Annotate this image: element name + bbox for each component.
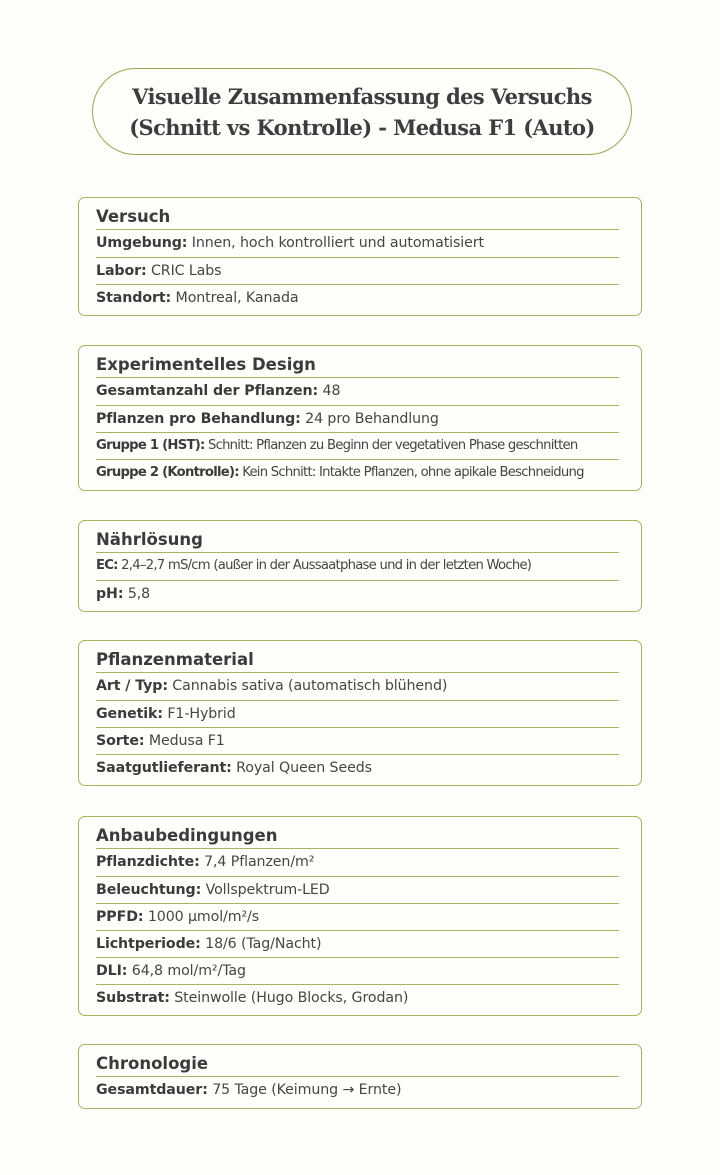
row-label: Substrat:: [96, 990, 170, 1006]
row-value: Vollspektrum-LED: [201, 882, 330, 898]
row-value: 75 Tage (Keimung → Ernte): [207, 1082, 402, 1098]
card-naehrloesung: [78, 520, 642, 612]
row-label: Gesamtanzahl der Pflanzen:: [96, 383, 319, 399]
card-title: Experimentelles Design: [96, 352, 619, 378]
row-value: 5,8: [123, 586, 151, 602]
info-row-labor: [96, 257, 619, 284]
row-value: Royal Queen Seeds: [231, 760, 372, 776]
row-label: Lichtperiode:: [96, 936, 201, 952]
card-title: Versuch: [96, 204, 619, 230]
info-row-pflanzen-pro-behandlung: [96, 405, 619, 432]
info-row-saatgutlieferant: [96, 754, 619, 781]
row-value: Medusa F1: [144, 733, 225, 749]
info-row-gesamtdauer: [96, 1077, 619, 1104]
info-row-ppfd: [96, 903, 619, 930]
row-label: PPFD:: [96, 909, 144, 925]
row-value: Kein Schnitt: Intakte Pflanzen, ohne apikale Beschneidung: [238, 465, 584, 480]
row-value: 2,4–2,7 mS/cm (außer in der Aussaatphase und in der letzten Woche): [117, 558, 532, 573]
card-versuch: [78, 197, 642, 316]
info-row-ec: [96, 553, 619, 580]
row-label: Gruppe 1 (HST):: [96, 438, 205, 453]
row-value: 18/6 (Tag/Nacht): [200, 936, 322, 952]
row-label: Umgebung:: [96, 235, 188, 251]
info-row-umgebung: [96, 230, 619, 257]
row-label: Art / Typ:: [96, 678, 168, 694]
row-label: Beleuchtung:: [96, 882, 202, 898]
row-value: CRIC Labs: [146, 263, 222, 279]
info-row-substrat: [96, 984, 619, 1011]
page-title-line-1: Visuelle Zusammenfassung des Versuchs: [132, 83, 592, 109]
info-row-pflanzdichte: [96, 849, 619, 876]
info-row-ph: [96, 580, 619, 607]
page-title-line-2: (Schnitt vs Kontrolle) - Medusa F1 (Auto): [129, 114, 595, 140]
info-row-dli: [96, 957, 619, 984]
info-row-art-typ: [96, 673, 619, 700]
card-pflanzenmaterial: [78, 640, 642, 786]
card-title: Anbaubedingungen: [96, 823, 619, 849]
card-title: Chronologie: [96, 1051, 619, 1077]
card-title: Pflanzenmaterial: [96, 647, 619, 673]
card-title: Nährlösung: [96, 527, 619, 553]
row-label: Genetik:: [96, 706, 163, 722]
card-anbaubedingungen: [78, 816, 642, 1016]
info-row-lichtperiode: [96, 930, 619, 957]
row-value: Steinwolle (Hugo Blocks, Grodan): [169, 990, 409, 1006]
info-row-genetik: [96, 700, 619, 727]
row-label: Standort:: [96, 290, 172, 306]
row-label: EC:: [96, 558, 118, 573]
card-chronologie: [78, 1044, 642, 1109]
row-label: pH:: [96, 586, 124, 602]
info-row-standort: [96, 284, 619, 311]
row-value: 1000 µmol/m²/s: [143, 909, 260, 925]
row-value: Montreal, Kanada: [171, 290, 299, 306]
row-value: 64,8 mol/m²/Tag: [127, 963, 246, 979]
info-row-beleuchtung: [96, 876, 619, 903]
row-label: DLI:: [96, 963, 128, 979]
row-value: 48: [318, 383, 341, 399]
row-label: Gesamtdauer:: [96, 1082, 208, 1098]
info-row-gruppe-1: [96, 432, 619, 459]
row-value: Schnitt: Pflanzen zu Beginn der vegetativen Phase geschnitten: [204, 438, 578, 453]
row-label: Sorte:: [96, 733, 145, 749]
row-label: Pflanzen pro Behandlung:: [96, 411, 301, 427]
row-value: 24 pro Behandlung: [300, 411, 439, 427]
row-value: 7,4 Pflanzen/m²: [199, 854, 315, 870]
row-value: F1-Hybrid: [162, 706, 236, 722]
card-experimentelles-design: [78, 345, 642, 491]
row-value: Innen, hoch kontrolliert und automatisiert: [187, 235, 484, 251]
row-label: Saatgutlieferant:: [96, 760, 232, 776]
row-label: Labor:: [96, 263, 147, 279]
row-label: Gruppe 2 (Kontrolle):: [96, 465, 239, 480]
page-title: [92, 68, 632, 155]
info-row-gruppe-2: [96, 459, 619, 486]
row-label: Pflanzdichte:: [96, 854, 200, 870]
info-row-sorte: [96, 727, 619, 754]
info-row-gesamtanzahl: [96, 378, 619, 405]
row-value: Cannabis sativa (automatisch blühend): [167, 678, 448, 694]
